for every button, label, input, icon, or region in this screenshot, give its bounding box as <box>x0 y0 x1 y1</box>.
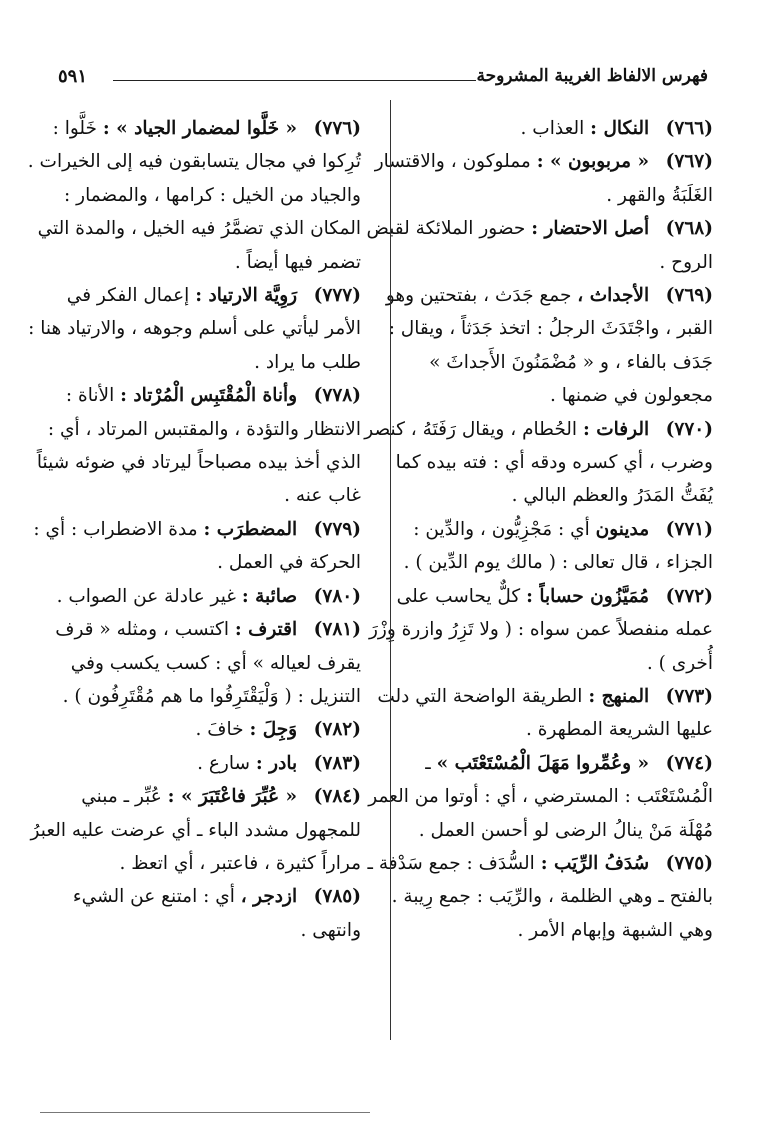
entry-number: (٧٧٣) <box>665 685 713 707</box>
entry-term: الأجداث ، <box>577 285 650 307</box>
entry-number: (٧٨٠) <box>313 585 361 607</box>
entry-number: (٧٦٩) <box>665 285 713 307</box>
entry-term: المضطرَب : <box>203 518 298 540</box>
entry-term: « مربوبون » : <box>536 151 650 173</box>
entry-definition: خَلَّوا : تُرِكوا في مجال يتسابقون فيه إلى الخيرات . والجياد من الخيل : كرامها ، والمضمار : المكان الذي تضمَّرُ فيه الخيل ، والمدة التي تضمر فيها أيضاً . <box>27 118 361 273</box>
glossary-entry <box>26 780 361 880</box>
footer-rule <box>40 1112 370 1113</box>
right-column <box>363 112 713 947</box>
glossary-entry <box>363 847 713 947</box>
glossary-entry <box>26 112 361 279</box>
entry-term: بادر : <box>255 752 298 774</box>
entry-definition: مدة الاضطراب : أي : الحركة في العمل . <box>33 518 361 574</box>
entry-definition: أي : مَجْزِيُّون ، والدِّين : الجزاء ، قال تعالى : ( مالك يوم الدِّين ) . <box>403 518 713 574</box>
entry-term: وَجِلَ : <box>249 719 298 741</box>
glossary-entry <box>26 580 361 613</box>
entry-definition: كلٌّ يحاسب على عمله منفصلاً عمن سواه : ( ولا تَزِرُ وازرة وِزْرَ أُخرى ) . <box>368 585 713 674</box>
running-title: فهرس الالفاظ الغريبة المشروحة <box>476 66 708 86</box>
entry-term: رَوِيَّة الارتياد : <box>195 285 298 307</box>
entry-number: (٧٧٦) <box>313 118 361 139</box>
glossary-entry <box>363 279 713 413</box>
glossary-entry <box>363 513 713 580</box>
entry-definition: ـ الْمُسْتَعْتَب : المسترضي ، أي : أوتوا من العمر مُهْلَة مَنْ ينالُ الرضى لو أحسن العمل . <box>368 752 713 841</box>
entry-definition: الطريقة الواضحة التي دلت عليها الشريعة المطهرة . <box>377 685 713 741</box>
entry-definition: الأناة : الانتظار والتؤدة ، والمقتبس المرتاد ، أي : الذي أخذ بيده مصباحاً ليرتاد في ضوئه شيئاً غاب عنه . <box>36 385 361 507</box>
glossary-entry <box>363 413 713 513</box>
glossary-entry <box>363 212 713 279</box>
glossary-entry <box>26 880 361 947</box>
glossary-entry <box>26 713 361 746</box>
glossary-entry <box>363 112 713 145</box>
entry-term: الرفات : <box>582 418 650 440</box>
entry-definition: غير عادلة عن الصواب . <box>56 585 236 607</box>
entry-number: (٧٨٢) <box>313 719 361 741</box>
glossary-entry <box>26 747 361 780</box>
header-rule <box>113 80 476 81</box>
entry-number: (٧٧٠) <box>665 418 713 440</box>
entry-definition: اكتسب ، ومثله « قرف يقرف لعياله » أي : كسب يكسب وفي التنزيل : ( وَلْيَقْتَرِفُوا ما هم مُقْتَرِفُون ) . <box>55 619 361 707</box>
entry-definition: خافَ . <box>195 719 244 741</box>
entry-term: « وعُمِّروا مَهَلَ الْمُسْتَعْتَب » <box>436 752 650 774</box>
entry-number: (٧٨٣) <box>313 752 361 774</box>
entry-number: (٧٦٧) <box>665 151 713 173</box>
glossary-entry <box>363 145 713 212</box>
entry-definition: الحُطام ، ويقال رَفَتَهُ ، كنصر وضرب ، أي كسره ودقه أي : فته بيده كما يُفَتُّ المَدَرُ والعظم البالي . <box>364 418 713 507</box>
entry-number: (٧٨٥) <box>313 886 361 908</box>
entry-term: سُدَفُ الرِّيَب : <box>540 852 650 874</box>
entry-definition: عُبِّر ـ مبني للمجهول مشدد الباء ـ أي عرضت عليه العبرُ مراراً كثيرة ، فاعتبر ، أي اتعظ . <box>30 786 361 874</box>
entry-definition: سارع . <box>197 752 250 774</box>
entry-number: (٧٧١) <box>665 518 713 540</box>
entry-definition: جمع جَدَث ، بفتحتين وهو القبر ، واجْتَدَثَ الرجلُ : اتخذ جَدَثاً ، ويقال : جَدَف بالفاء ، و « مُضْمَنُونَ الأَجداثَ » مجعولون في ضمنها . <box>385 285 713 407</box>
page-number: ٥٩١ <box>58 66 88 87</box>
entry-term: صائبة : <box>241 585 298 607</box>
entry-term: المنهج : <box>588 685 650 707</box>
glossary-entry <box>26 513 361 580</box>
entry-number: (٧٧٤) <box>665 752 713 774</box>
entry-term: مُمَيَّزُون حساباً : <box>526 585 650 607</box>
entry-term: وأناة الْمُقْتَبِس الْمُرْتاد : <box>120 385 298 407</box>
entry-number: (٧٧٢) <box>665 585 713 607</box>
glossary-entry <box>26 613 361 713</box>
entry-term: « خَلَّوا لمضمار الجياد » : <box>102 118 298 139</box>
column-divider <box>390 100 391 1040</box>
entry-term: أصل الاحتضار : <box>531 218 650 240</box>
glossary-entry <box>26 379 361 513</box>
glossary-entry <box>363 747 713 847</box>
entry-definition: العذاب . <box>520 118 585 139</box>
entry-number: (٧٦٨) <box>665 218 713 240</box>
entry-number: (٧٦٦) <box>665 118 713 139</box>
entry-number: (٧٧٩) <box>313 518 361 540</box>
entry-definition: مملوكون ، والاقتسار الغَلَبَةُ والقهر . <box>374 151 713 206</box>
entry-definition: أي : امتنع عن الشيء وانتهى . <box>72 886 361 941</box>
glossary-entry <box>363 580 713 680</box>
entry-term: مدينون <box>595 518 650 540</box>
entry-number: (٧٧٨) <box>313 385 361 407</box>
entry-term: « عُبِّرَ فاعْتَبَرَ » : <box>167 786 298 808</box>
page-header <box>58 66 708 96</box>
entry-term: اقترف : <box>234 619 298 641</box>
entry-number: (٧٨١) <box>313 619 361 641</box>
entry-number: (٧٧٧) <box>313 285 361 307</box>
entry-term: النكال : <box>590 118 650 139</box>
entry-definition: حضور الملائكة لقبض الروح . <box>366 218 713 273</box>
left-column <box>26 112 361 947</box>
entry-number: (٧٨٤) <box>313 786 361 808</box>
entry-definition: إعمال الفكر في الأمر ليأتي على أسلم وجوهه ، والارتياد هنا : طلب ما يراد . <box>28 285 361 373</box>
entry-definition: السُّدَف : جمع سَدْفة ـ بالفتح ـ وهي الظلمة ، والرِّيَب : جمع رِيبة . وهي الشبهة وإبهام الأمر . <box>367 852 713 941</box>
glossary-entry <box>363 680 713 747</box>
glossary-entry <box>26 279 361 379</box>
entry-number: (٧٧٥) <box>665 852 713 874</box>
entry-term: ازدجر ، <box>240 886 298 908</box>
